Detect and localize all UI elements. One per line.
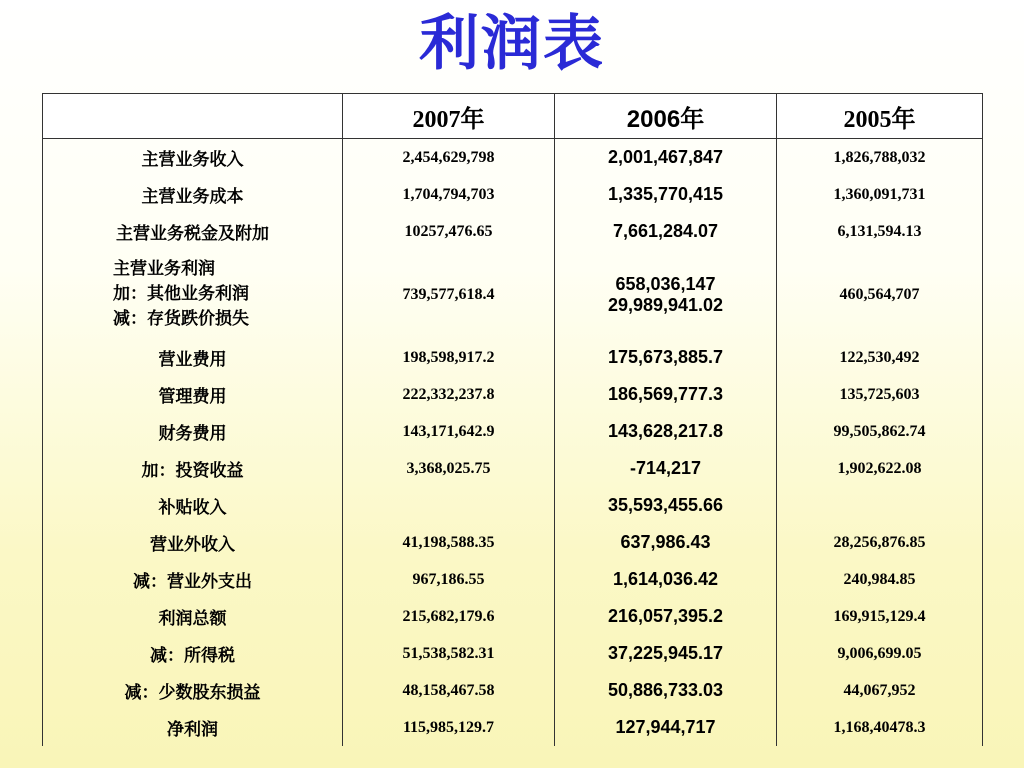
header-year-2007: 2007年: [343, 94, 555, 139]
table-row: [43, 524, 983, 561]
value-2005: 9,006,699.05: [777, 635, 983, 672]
table-row: [43, 376, 983, 413]
value-2005: 240,984.85: [777, 561, 983, 598]
table-row: [43, 213, 983, 250]
value-2005: 460,564,707: [777, 250, 983, 339]
row-label: 主营业务收入: [43, 139, 343, 177]
value-2005: 1,360,091,731: [777, 176, 983, 213]
value-2006: 216,057,395.2: [555, 598, 777, 635]
value-2007: 41,198,588.35: [343, 524, 555, 561]
table-row: [43, 561, 983, 598]
value-2005: 6,131,594.13: [777, 213, 983, 250]
table-row: [43, 598, 983, 635]
row-label: 利润总额: [43, 598, 343, 635]
value-2006: 658,036,147: [615, 273, 716, 294]
table-row: [43, 176, 983, 213]
value-2005: 28,256,876.85: [777, 524, 983, 561]
table-row: [43, 635, 983, 672]
header-year-2005: 2005年: [777, 94, 983, 139]
value-2005: 44,067,952: [777, 672, 983, 709]
value-2006: 37,225,945.17: [555, 635, 777, 672]
page-title: 利润表: [419, 9, 605, 79]
value-2007: 10257,476.65: [343, 213, 555, 250]
value-2007: 222,332,237.8: [343, 376, 555, 413]
value-2006: 1,335,770,415: [555, 176, 777, 213]
value-2006: 7,661,284.07: [555, 213, 777, 250]
value-2007: 215,682,179.6: [343, 598, 555, 635]
row-label: 加：投资收益: [43, 450, 343, 487]
value-2005: 99,505,862.74: [777, 413, 983, 450]
table-row: [43, 450, 983, 487]
table-row: [43, 709, 983, 746]
value-2007: 1,704,794,703: [343, 176, 555, 213]
table-row: [43, 139, 983, 177]
row-label: 减：营业外支出: [43, 561, 343, 598]
value-2007: 143,171,642.9: [343, 413, 555, 450]
row-label: 营业外收入: [43, 524, 343, 561]
value-2006: 35,593,455.66: [555, 487, 777, 524]
value-2006: 29,989,941.02: [607, 294, 724, 315]
value-2007: 198,598,917.2: [343, 339, 555, 376]
value-2005: 1,826,788,032: [777, 139, 983, 177]
table-row: [43, 250, 983, 339]
value-2005: 135,725,603: [777, 376, 983, 413]
value-2006: 175,673,885.7: [555, 339, 777, 376]
row-label: 主营业务成本: [43, 176, 343, 213]
value-2007: [343, 487, 555, 524]
value-2007: 3,368,025.75: [343, 450, 555, 487]
value-2007: 51,538,582.31: [343, 635, 555, 672]
row-label: 加：其他业务利润: [113, 284, 249, 304]
value-2007: 48,158,467.58: [343, 672, 555, 709]
table-row: [43, 413, 983, 450]
value-2005: 122,530,492: [777, 339, 983, 376]
header-year-2006: 2006年: [555, 94, 777, 139]
row-label: 净利润: [43, 709, 343, 746]
table-row: [43, 339, 983, 376]
row-label: 减：少数股东损益: [43, 672, 343, 709]
value-2006: 1,614,036.42: [555, 561, 777, 598]
row-label: 减：所得税: [43, 635, 343, 672]
value-2005: 1,902,622.08: [777, 450, 983, 487]
row-label: 减：存货跌价损失: [113, 309, 249, 329]
table-row: [43, 487, 983, 524]
value-2005: 169,915,129.4: [777, 598, 983, 635]
row-label: 主营业务税金及附加: [43, 213, 343, 250]
row-label-group: [43, 250, 343, 339]
value-2006-group: [555, 250, 777, 339]
row-label: 营业费用: [43, 339, 343, 376]
income-statement-table: [42, 93, 983, 746]
value-2006: 50,886,733.03: [555, 672, 777, 709]
row-label: 主营业务利润: [113, 259, 215, 279]
value-2006: 186,569,777.3: [555, 376, 777, 413]
value-2007: 2,454,629,798: [343, 139, 555, 177]
value-2006: -714,217: [555, 450, 777, 487]
value-2005: 1,168,40478.3: [777, 709, 983, 746]
value-2006: 127,944,717: [555, 709, 777, 746]
row-label: 补贴收入: [43, 487, 343, 524]
value-2006: 2,001,467,847: [555, 139, 777, 177]
value-2007: 115,985,129.7: [343, 709, 555, 746]
value-2006: 637,986.43: [555, 524, 777, 561]
value-2006: 143,628,217.8: [555, 413, 777, 450]
value-2005: [777, 487, 983, 524]
value-2007: 967,186.55: [343, 561, 555, 598]
table-header-row: [43, 94, 983, 139]
header-item-label: [43, 94, 343, 139]
table-row: [43, 672, 983, 709]
row-label: 管理费用: [43, 376, 343, 413]
value-2007: 739,577,618.4: [343, 250, 555, 339]
row-label: 财务费用: [43, 413, 343, 450]
